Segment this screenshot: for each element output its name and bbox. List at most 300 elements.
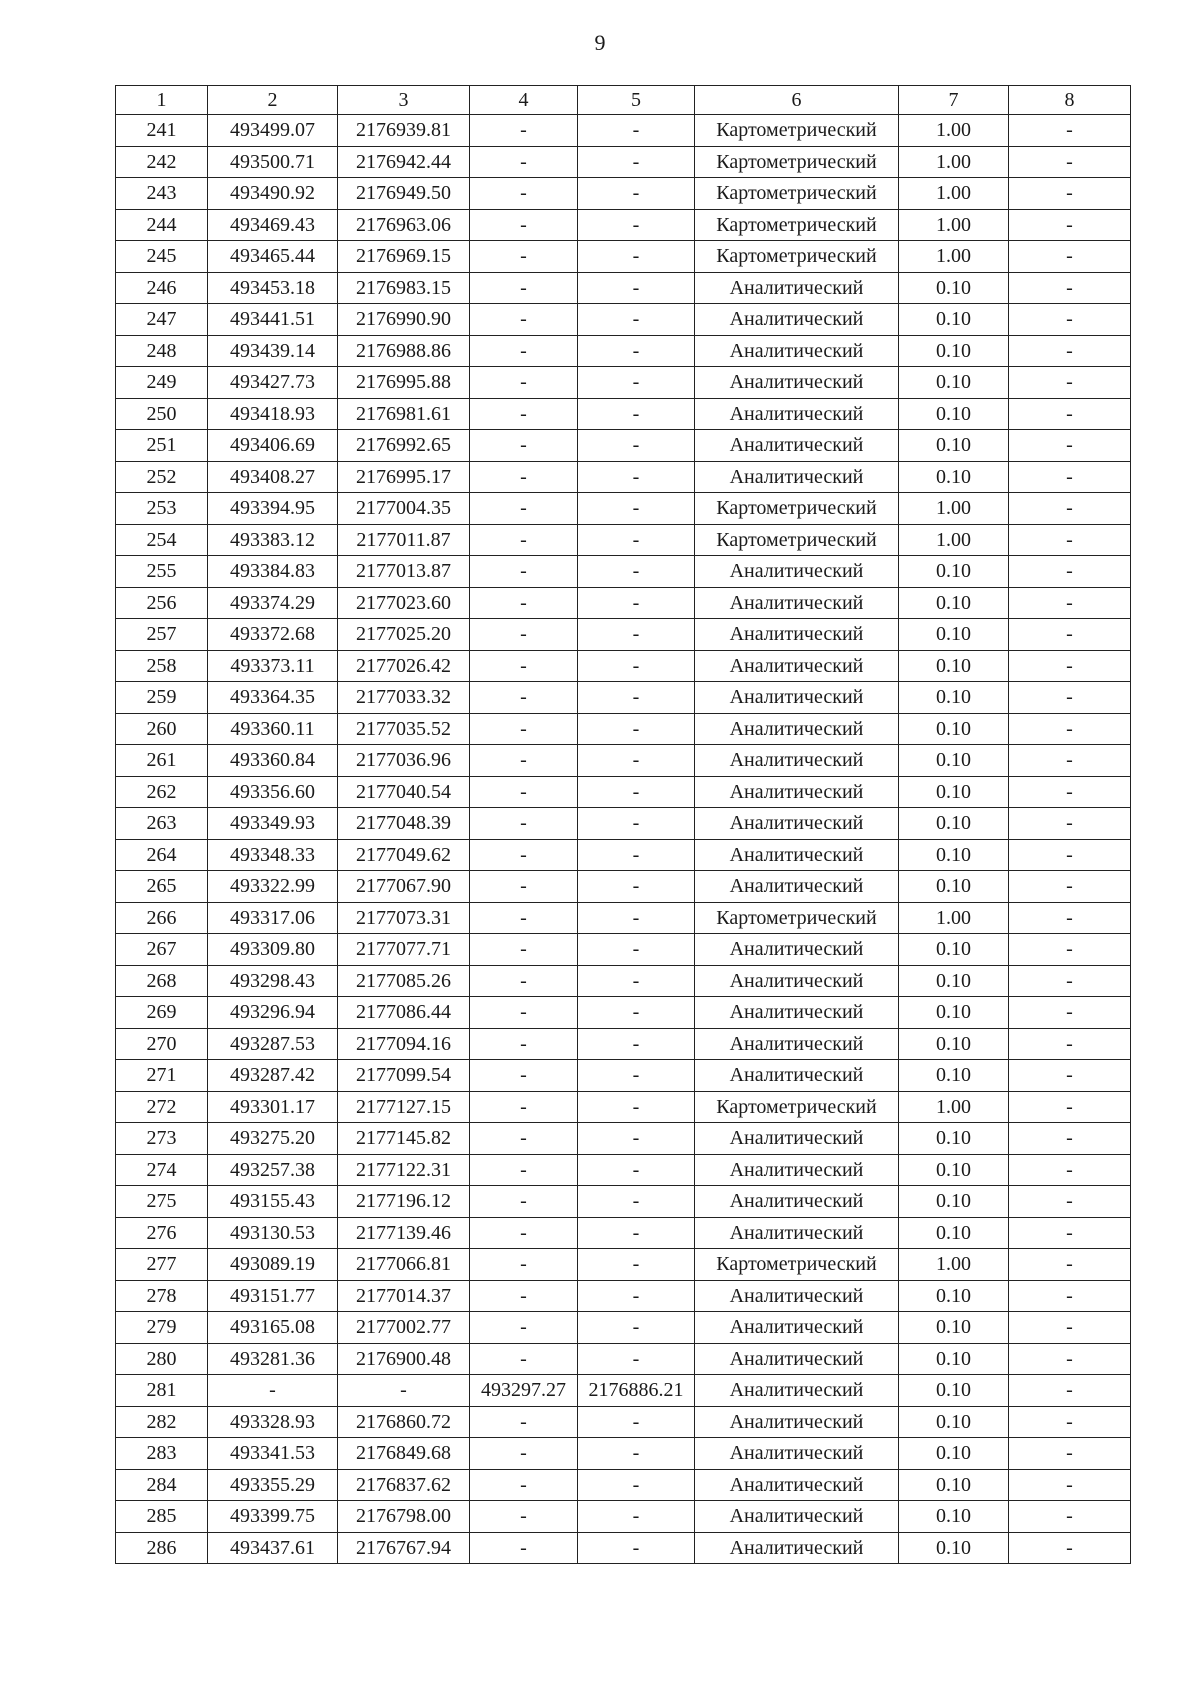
table-cell: - <box>578 367 695 399</box>
table-cell: - <box>1009 1312 1131 1344</box>
table-cell: 0.10 <box>899 461 1009 493</box>
table-row <box>116 619 1131 651</box>
table-cell: - <box>470 745 578 777</box>
table-cell: 493301.17 <box>208 1091 338 1123</box>
table-cell: 493151.77 <box>208 1280 338 1312</box>
table-cell: Аналитический <box>695 965 899 997</box>
table-cell: 493298.43 <box>208 965 338 997</box>
table-cell: 2177025.20 <box>338 619 470 651</box>
table-cell: 0.10 <box>899 1343 1009 1375</box>
table-row <box>116 1438 1131 1470</box>
table-cell: 493490.92 <box>208 178 338 210</box>
table-header-row <box>116 86 1131 115</box>
table-cell: - <box>578 776 695 808</box>
table-cell: 261 <box>116 745 208 777</box>
table-cell: - <box>470 650 578 682</box>
table-cell: - <box>470 619 578 651</box>
table-cell: Аналитический <box>695 745 899 777</box>
table-row <box>116 115 1131 147</box>
column-header: 3 <box>338 86 470 115</box>
table-cell: 277 <box>116 1249 208 1281</box>
table-cell: 493089.19 <box>208 1249 338 1281</box>
table-cell: - <box>1009 965 1131 997</box>
table-cell: 2177139.46 <box>338 1217 470 1249</box>
column-header: 2 <box>208 86 338 115</box>
table-cell: - <box>470 335 578 367</box>
table-cell: 1.00 <box>899 902 1009 934</box>
table-cell: Картометрический <box>695 178 899 210</box>
table-cell: 2177085.26 <box>338 965 470 997</box>
table-cell: - <box>1009 1217 1131 1249</box>
table-cell: - <box>578 209 695 241</box>
table-cell: 493427.73 <box>208 367 338 399</box>
table-cell: - <box>578 1406 695 1438</box>
table-cell: - <box>1009 272 1131 304</box>
table-cell: Аналитический <box>695 587 899 619</box>
table-cell: 247 <box>116 304 208 336</box>
table-row <box>116 902 1131 934</box>
table-cell: 246 <box>116 272 208 304</box>
table-cell: - <box>1009 209 1131 241</box>
table-row <box>116 1501 1131 1533</box>
table-cell: 0.10 <box>899 1186 1009 1218</box>
table-cell: - <box>578 1154 695 1186</box>
table-cell: 266 <box>116 902 208 934</box>
table-row <box>116 1028 1131 1060</box>
table-cell: - <box>1009 997 1131 1029</box>
table-cell: 2177026.42 <box>338 650 470 682</box>
table-cell: Аналитический <box>695 1532 899 1564</box>
table-cell: 260 <box>116 713 208 745</box>
table-cell: 0.10 <box>899 1154 1009 1186</box>
table-cell: 0.10 <box>899 1501 1009 1533</box>
table-row <box>116 335 1131 367</box>
table-cell: - <box>578 934 695 966</box>
table-cell: - <box>578 1091 695 1123</box>
table-cell: 493439.14 <box>208 335 338 367</box>
table-row <box>116 430 1131 462</box>
table-cell: 493322.99 <box>208 871 338 903</box>
table-cell: 493499.07 <box>208 115 338 147</box>
table-cell: - <box>1009 493 1131 525</box>
table-cell: 0.10 <box>899 745 1009 777</box>
table-cell: Картометрический <box>695 524 899 556</box>
table-cell: 493408.27 <box>208 461 338 493</box>
table-cell: 0.10 <box>899 1028 1009 1060</box>
column-header: 6 <box>695 86 899 115</box>
table-cell: 270 <box>116 1028 208 1060</box>
table-cell: - <box>578 1312 695 1344</box>
table-row <box>116 713 1131 745</box>
table-cell: Аналитический <box>695 619 899 651</box>
table-cell: 493374.29 <box>208 587 338 619</box>
page-number: 9 <box>594 30 606 55</box>
table-cell: Аналитический <box>695 934 899 966</box>
table-row <box>116 1343 1131 1375</box>
table-cell: Аналитический <box>695 776 899 808</box>
coordinates-table <box>115 85 1131 1564</box>
table-cell: 0.10 <box>899 335 1009 367</box>
table-cell: 1.00 <box>899 178 1009 210</box>
table-cell: - <box>470 1501 578 1533</box>
table-cell: - <box>578 1249 695 1281</box>
table-cell: 282 <box>116 1406 208 1438</box>
table-cell: 255 <box>116 556 208 588</box>
column-header: 7 <box>899 86 1009 115</box>
table-cell: 2176849.68 <box>338 1438 470 1470</box>
table-cell: 493296.94 <box>208 997 338 1029</box>
table-cell: - <box>1009 304 1131 336</box>
table-cell: 0.10 <box>899 808 1009 840</box>
table-cell: 274 <box>116 1154 208 1186</box>
table-cell: - <box>470 178 578 210</box>
table-cell: 2176798.00 <box>338 1501 470 1533</box>
table-cell: - <box>470 272 578 304</box>
table-cell: - <box>470 398 578 430</box>
table-cell: 0.10 <box>899 776 1009 808</box>
table-cell: Картометрический <box>695 115 899 147</box>
table-cell: 2177127.15 <box>338 1091 470 1123</box>
table-cell: 1.00 <box>899 241 1009 273</box>
table-cell: 284 <box>116 1469 208 1501</box>
table-cell: 0.10 <box>899 934 1009 966</box>
table-cell: - <box>578 1186 695 1218</box>
table-row <box>116 650 1131 682</box>
table-cell: Аналитический <box>695 1028 899 1060</box>
table-cell: 253 <box>116 493 208 525</box>
table-cell: - <box>578 965 695 997</box>
table-cell: 245 <box>116 241 208 273</box>
table-cell: - <box>578 839 695 871</box>
table-cell: Аналитический <box>695 1186 899 1218</box>
table-cell: 2177067.90 <box>338 871 470 903</box>
table-cell: 2176949.50 <box>338 178 470 210</box>
table-cell: 241 <box>116 115 208 147</box>
table-cell: - <box>1009 1532 1131 1564</box>
table-cell: - <box>470 556 578 588</box>
table-cell: - <box>1009 587 1131 619</box>
table-cell: - <box>578 304 695 336</box>
table-cell: - <box>578 115 695 147</box>
table-cell: 2177002.77 <box>338 1312 470 1344</box>
table-cell: 493469.43 <box>208 209 338 241</box>
table-cell: 493309.80 <box>208 934 338 966</box>
table-cell: Картометрический <box>695 209 899 241</box>
table-cell: 493275.20 <box>208 1123 338 1155</box>
table-cell: - <box>470 1469 578 1501</box>
table-cell: - <box>1009 808 1131 840</box>
table-row <box>116 398 1131 430</box>
table-cell: - <box>470 839 578 871</box>
table-cell: 257 <box>116 619 208 651</box>
table-cell: 493465.44 <box>208 241 338 273</box>
table-cell: Аналитический <box>695 1343 899 1375</box>
table-row <box>116 1186 1131 1218</box>
table-cell: - <box>470 146 578 178</box>
table-cell: 2177196.12 <box>338 1186 470 1218</box>
table-row <box>116 808 1131 840</box>
table-cell: 2177122.31 <box>338 1154 470 1186</box>
table-cell: - <box>470 1343 578 1375</box>
table-cell: 1.00 <box>899 115 1009 147</box>
table-cell: 1.00 <box>899 209 1009 241</box>
table-cell: 249 <box>116 367 208 399</box>
table-cell: - <box>470 1312 578 1344</box>
table-cell: 2176983.15 <box>338 272 470 304</box>
table-cell: 493500.71 <box>208 146 338 178</box>
table-cell: 268 <box>116 965 208 997</box>
table-cell: 493441.51 <box>208 304 338 336</box>
table-cell: 2176992.65 <box>338 430 470 462</box>
table-cell: - <box>578 178 695 210</box>
table-cell: 493399.75 <box>208 1501 338 1533</box>
table-cell: 0.10 <box>899 871 1009 903</box>
table-cell: - <box>1009 934 1131 966</box>
table-cell: - <box>338 1375 470 1407</box>
table-cell: 2177073.31 <box>338 902 470 934</box>
table-cell: 0.10 <box>899 304 1009 336</box>
table-row <box>116 1249 1131 1281</box>
table-cell: 2176939.81 <box>338 115 470 147</box>
table-cell: - <box>1009 650 1131 682</box>
table-cell: - <box>1009 241 1131 273</box>
table-cell: 493356.60 <box>208 776 338 808</box>
table-cell: Аналитический <box>695 871 899 903</box>
table-row <box>116 1154 1131 1186</box>
table-cell: - <box>470 493 578 525</box>
table-cell: - <box>578 619 695 651</box>
table-cell: 493297.27 <box>470 1375 578 1407</box>
table-row <box>116 272 1131 304</box>
table-cell: Аналитический <box>695 682 899 714</box>
table-cell: - <box>1009 745 1131 777</box>
table-cell: Аналитический <box>695 713 899 745</box>
table-cell: - <box>1009 115 1131 147</box>
table-row <box>116 965 1131 997</box>
table-cell: Аналитический <box>695 839 899 871</box>
table-cell: - <box>1009 1154 1131 1186</box>
table-cell: Аналитический <box>695 430 899 462</box>
table-cell: 493437.61 <box>208 1532 338 1564</box>
table-cell: 2176995.17 <box>338 461 470 493</box>
table-row <box>116 1123 1131 1155</box>
table-cell: - <box>470 1028 578 1060</box>
table-cell: 493317.06 <box>208 902 338 934</box>
table-cell: Аналитический <box>695 1375 899 1407</box>
table-cell: - <box>578 146 695 178</box>
table-cell: Картометрический <box>695 1091 899 1123</box>
table-cell: - <box>470 115 578 147</box>
table-row <box>116 1280 1131 1312</box>
table-cell: 2177040.54 <box>338 776 470 808</box>
table-cell: 493360.11 <box>208 713 338 745</box>
table-cell: 276 <box>116 1217 208 1249</box>
table-cell: 0.10 <box>899 1280 1009 1312</box>
table-cell: - <box>1009 398 1131 430</box>
table-row <box>116 1469 1131 1501</box>
table-cell: 265 <box>116 871 208 903</box>
table-cell: - <box>470 304 578 336</box>
table-cell: Аналитический <box>695 1469 899 1501</box>
table-cell: - <box>578 650 695 682</box>
table-cell: 243 <box>116 178 208 210</box>
table-cell: 275 <box>116 1186 208 1218</box>
table-cell: - <box>1009 902 1131 934</box>
table-cell: - <box>1009 776 1131 808</box>
table-cell: 0.10 <box>899 430 1009 462</box>
table-cell: - <box>578 745 695 777</box>
table-cell: 493406.69 <box>208 430 338 462</box>
table-cell: 2177033.32 <box>338 682 470 714</box>
table-row <box>116 745 1131 777</box>
table-row <box>116 209 1131 241</box>
table-cell: 0.10 <box>899 619 1009 651</box>
table-cell: - <box>470 997 578 1029</box>
table-cell: 2176942.44 <box>338 146 470 178</box>
table-cell: 1.00 <box>899 146 1009 178</box>
table-cell: 0.10 <box>899 682 1009 714</box>
table-cell: 493364.35 <box>208 682 338 714</box>
table-cell: - <box>1009 1186 1131 1218</box>
table-cell: 262 <box>116 776 208 808</box>
table-cell: - <box>1009 1091 1131 1123</box>
table-cell: - <box>578 1469 695 1501</box>
table-cell: 263 <box>116 808 208 840</box>
table-cell: 272 <box>116 1091 208 1123</box>
table-row <box>116 556 1131 588</box>
table-row <box>116 682 1131 714</box>
table-cell: 493355.29 <box>208 1469 338 1501</box>
table-cell: - <box>470 1123 578 1155</box>
table-cell: 254 <box>116 524 208 556</box>
table-cell: 0.10 <box>899 713 1009 745</box>
table-cell: 493287.53 <box>208 1028 338 1060</box>
table-cell: 0.10 <box>899 398 1009 430</box>
table-cell: 0.10 <box>899 272 1009 304</box>
table-cell: - <box>470 524 578 556</box>
table-cell: 0.10 <box>899 965 1009 997</box>
table-cell: - <box>1009 146 1131 178</box>
table-cell: 2177145.82 <box>338 1123 470 1155</box>
table-row <box>116 871 1131 903</box>
table-cell: 1.00 <box>899 1091 1009 1123</box>
table-cell: - <box>578 241 695 273</box>
table-cell: - <box>578 335 695 367</box>
table-cell: 493394.95 <box>208 493 338 525</box>
table-cell: - <box>1009 556 1131 588</box>
table-cell: 281 <box>116 1375 208 1407</box>
table-cell: - <box>578 1343 695 1375</box>
table-cell: 264 <box>116 839 208 871</box>
table-cell: 0.10 <box>899 1060 1009 1092</box>
table-cell: - <box>470 461 578 493</box>
table-cell: 271 <box>116 1060 208 1092</box>
table-cell: Аналитический <box>695 304 899 336</box>
table-cell: 242 <box>116 146 208 178</box>
table-cell: - <box>1009 1249 1131 1281</box>
table-cell: - <box>1009 367 1131 399</box>
table-cell: 2177004.35 <box>338 493 470 525</box>
table-cell: 0.10 <box>899 367 1009 399</box>
table-cell: 267 <box>116 934 208 966</box>
table-cell: Аналитический <box>695 808 899 840</box>
table-cell: - <box>470 209 578 241</box>
table-cell: 273 <box>116 1123 208 1155</box>
table-cell: 2176969.15 <box>338 241 470 273</box>
table-cell: 493348.33 <box>208 839 338 871</box>
table-cell: - <box>578 1060 695 1092</box>
table-cell: - <box>578 1501 695 1533</box>
table-cell: - <box>470 713 578 745</box>
table-cell: 1.00 <box>899 1249 1009 1281</box>
table-cell: - <box>470 1532 578 1564</box>
table-cell: Аналитический <box>695 650 899 682</box>
table-row <box>116 776 1131 808</box>
table-cell: 2177023.60 <box>338 587 470 619</box>
table-cell: 493360.84 <box>208 745 338 777</box>
table-cell: 2177099.54 <box>338 1060 470 1092</box>
table-row <box>116 934 1131 966</box>
table-cell: - <box>1009 871 1131 903</box>
table-cell: - <box>578 1280 695 1312</box>
column-header: 8 <box>1009 86 1131 115</box>
table-cell: 2176995.88 <box>338 367 470 399</box>
table-cell: - <box>470 1217 578 1249</box>
table-cell: - <box>578 1532 695 1564</box>
table-cell: Аналитический <box>695 1060 899 1092</box>
table-cell: 493287.42 <box>208 1060 338 1092</box>
table-cell: - <box>470 902 578 934</box>
table-cell: 493281.36 <box>208 1343 338 1375</box>
table-cell: - <box>1009 461 1131 493</box>
table-cell: 493165.08 <box>208 1312 338 1344</box>
table-row <box>116 461 1131 493</box>
table-cell: 0.10 <box>899 1375 1009 1407</box>
table-cell: 283 <box>116 1438 208 1470</box>
table-cell: 2177011.87 <box>338 524 470 556</box>
table-cell: - <box>1009 839 1131 871</box>
table-cell: Аналитический <box>695 1280 899 1312</box>
table-cell: - <box>470 934 578 966</box>
table-cell: - <box>578 1028 695 1060</box>
table-cell: 259 <box>116 682 208 714</box>
table-cell: 2177048.39 <box>338 808 470 840</box>
table-cell: - <box>470 1060 578 1092</box>
table-row <box>116 1532 1131 1564</box>
table-cell: - <box>470 241 578 273</box>
table-cell: - <box>1009 1406 1131 1438</box>
table-cell: - <box>470 1406 578 1438</box>
table-cell: 2176767.94 <box>338 1532 470 1564</box>
table-cell: 279 <box>116 1312 208 1344</box>
table-cell: 493373.11 <box>208 650 338 682</box>
table-cell: - <box>578 524 695 556</box>
table-cell: Аналитический <box>695 556 899 588</box>
table-cell: 493372.68 <box>208 619 338 651</box>
table-cell: Картометрический <box>695 1249 899 1281</box>
table-cell: 251 <box>116 430 208 462</box>
table-cell: - <box>470 430 578 462</box>
table-cell: - <box>578 461 695 493</box>
table-cell: - <box>470 1438 578 1470</box>
table-cell: 0.10 <box>899 1217 1009 1249</box>
table-row <box>116 587 1131 619</box>
column-header: 1 <box>116 86 208 115</box>
table-row <box>116 1375 1131 1407</box>
table-cell: Аналитический <box>695 398 899 430</box>
table-cell: 2177035.52 <box>338 713 470 745</box>
table-cell: Аналитический <box>695 461 899 493</box>
